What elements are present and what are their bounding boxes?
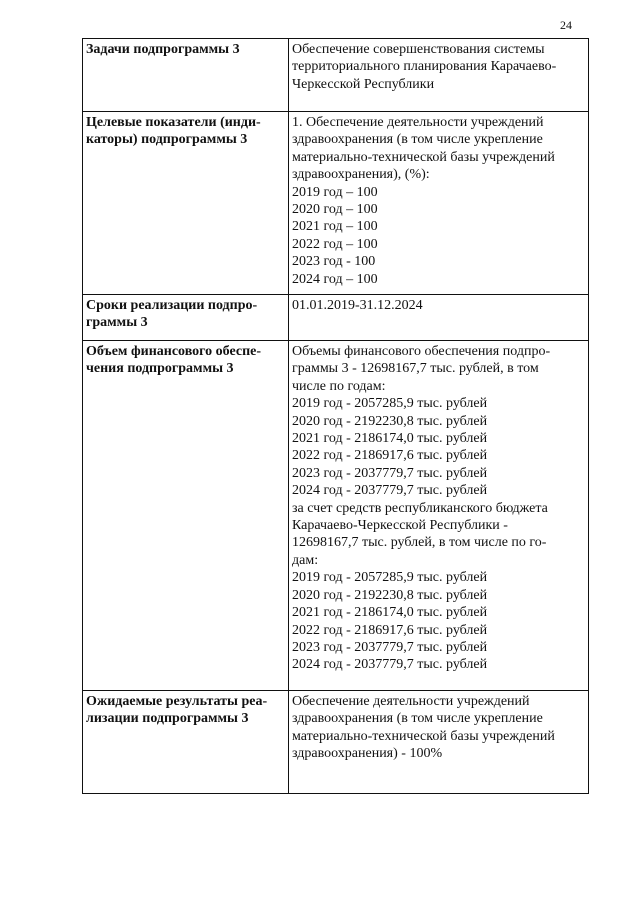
value-line: дам: [292,552,319,568]
table-row-funding [83,341,589,691]
label-line: чения подпрограммы 3 [86,361,234,377]
subprogram-passport-table [82,38,589,794]
value-line: Обеспечение деятельности учреждений [292,694,530,709]
value-line: 2021 год - 2186174,0 тыс. рублей [292,431,488,447]
value-line: граммы 3 - 12698167,7 тыс. рублей, в том [292,361,539,377]
value-line: материально-технической базы учреждений [292,149,555,165]
row-label [83,691,289,794]
value-line: 2024 год - 2037779,7 тыс. рублей [292,657,488,673]
value-line: 2024 год - 2037779,7 тыс. рублей [292,483,488,499]
value-line: 2020 год - 2192230,8 тыс. рублей [292,587,488,603]
value-line: 1. Обеспечение деятельности учреждений [292,115,544,130]
value-line: 2022 год - 2186917,6 тыс. рублей [292,448,488,464]
value-line: Объемы финансового обеспечения подпро- [292,344,551,359]
value-line: числе по годам: [292,378,386,394]
table-row-tasks [83,39,589,112]
row-value [289,112,589,295]
value-line: здравоохранения), (%): [292,167,430,183]
label-line: Сроки реализации подпро- [86,298,258,313]
value-line: Черкесской Республики [292,76,435,92]
value-line: 2023 год - 100 [292,254,376,270]
value-line: материально-технической базы учреждений [292,728,555,744]
label-line: Задачи подпрограммы 3 [86,42,240,57]
label-line: каторы) подпрограммы 3 [86,132,248,148]
label-line: лизации подпрограммы 3 [86,711,249,727]
row-value [289,341,589,691]
value-line: 01.01.2019-31.12.2024 [292,298,423,313]
value-line: территориального планирования Карачаево- [292,59,557,75]
value-line: 12698167,7 тыс. рублей, в том числе по го- [292,535,547,551]
value-line: 2021 год - 2186174,0 тыс. рублей [292,605,488,621]
label-line: Целевые показатели (инди- [86,115,261,130]
value-line: 2021 год – 100 [292,219,378,235]
value-line: 2023 год - 2037779,7 тыс. рублей [292,639,488,655]
value-line: Обеспечение совершенствования системы [292,42,545,57]
value-line: здравоохранения) - 100% [292,746,443,762]
value-line: 2023 год - 2037779,7 тыс. рублей [292,465,488,481]
value-line: 2024 год – 100 [292,271,378,287]
value-line: 2022 год - 2186917,6 тыс. рублей [292,622,488,638]
table-row-timeframe [83,295,589,341]
value-line: 2019 год - 2057285,9 тыс. рублей [292,396,488,412]
row-label [83,39,289,112]
row-value [289,39,589,112]
value-line: 2020 год - 2192230,8 тыс. рублей [292,413,488,429]
row-value [289,691,589,794]
row-label [83,295,289,341]
label-line: Объем финансового обеспе- [86,344,262,359]
row-label [83,341,289,691]
table-row-expected-results [83,691,589,794]
value-line: 2019 год – 100 [292,184,378,200]
value-line: Карачаево-Черкесской Республики - [292,518,508,534]
value-line: 2019 год - 2057285,9 тыс. рублей [292,570,488,586]
row-label [83,112,289,295]
row-value [289,295,589,341]
table-row-target-indicators [83,112,589,295]
page-number: 24 [560,18,572,32]
value-line: за счет средств республиканского бюджета [292,500,548,516]
value-line: 2022 год – 100 [292,236,378,252]
label-line: Ожидаемые результаты реа- [86,694,268,709]
value-line: 2020 год – 100 [292,202,378,218]
label-line: граммы 3 [86,315,148,331]
value-line: здравоохранения (в том числе укрепление [292,132,543,148]
value-line: здравоохранения (в том числе укрепление [292,711,543,727]
